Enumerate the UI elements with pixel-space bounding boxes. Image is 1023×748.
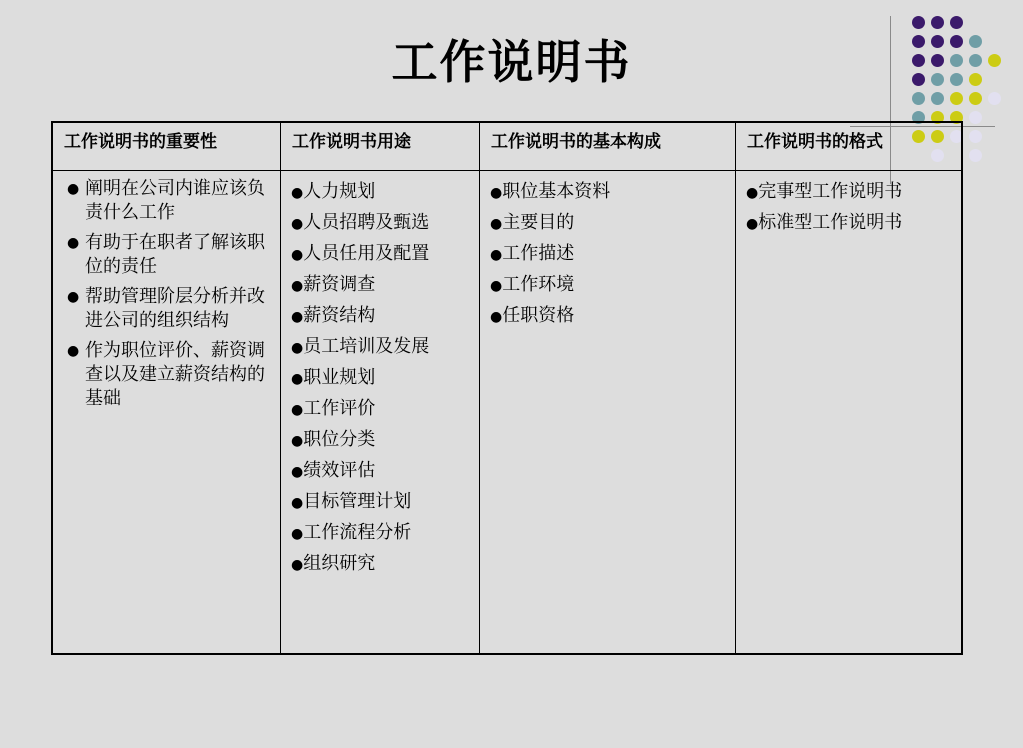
- bullet-icon: ●: [746, 216, 759, 232]
- list-item: ●职位分类: [291, 429, 376, 450]
- decor-dot: [950, 35, 963, 48]
- bullet-icon: ●: [67, 235, 80, 251]
- list-item: ● 阐明在公司内谁应该负责什么工作: [67, 178, 265, 223]
- bullet-icon: ●: [291, 402, 304, 418]
- decor-dot: [912, 73, 925, 86]
- list-item: ●目标管理计划: [291, 491, 412, 512]
- list-item: ●薪资结构: [291, 305, 376, 326]
- format-list: [746, 177, 953, 239]
- decor-dot: [931, 16, 944, 29]
- decor-dot: [969, 92, 982, 105]
- decor-dot: [969, 35, 982, 48]
- list-item: ●组织研究: [291, 553, 376, 574]
- decor-dot: [950, 54, 963, 67]
- decor-dot: [931, 35, 944, 48]
- decor-dot: [969, 111, 982, 124]
- bullet-icon: ●: [291, 371, 304, 387]
- column-uses: [281, 123, 480, 653]
- decor-dot: [912, 16, 925, 29]
- decor-dot: [969, 73, 982, 86]
- list-item: ●职位基本资料: [490, 181, 611, 202]
- column-format: [736, 123, 961, 653]
- list-item: ●职业规划: [291, 367, 376, 388]
- decor-dot: [969, 130, 982, 143]
- content-table: [51, 121, 963, 655]
- list-item: ●工作评价: [291, 398, 376, 419]
- bullet-icon: ●: [291, 557, 304, 573]
- list-item: ●工作环境: [490, 274, 575, 295]
- bullet-icon: ●: [490, 185, 503, 201]
- list-item: ●人员任用及配置: [291, 243, 430, 264]
- decor-dot: [950, 73, 963, 86]
- column-importance: [53, 123, 281, 653]
- decor-dot: [912, 54, 925, 67]
- decor-dot: [931, 54, 944, 67]
- bullet-icon: ●: [67, 181, 80, 197]
- decor-dot: [950, 92, 963, 105]
- decor-dot: [988, 54, 1001, 67]
- bullet-icon: ●: [490, 247, 503, 263]
- decor-dot: [931, 73, 944, 86]
- bullet-icon: ●: [291, 185, 304, 201]
- bullet-icon: ●: [291, 216, 304, 232]
- list-item: ●任职资格: [490, 305, 575, 326]
- list-item: ●工作流程分析: [291, 522, 412, 543]
- decor-dot: [969, 149, 982, 162]
- column-header: 工作说明书的基本构成: [480, 123, 735, 171]
- list-item: ●人力规划: [291, 181, 376, 202]
- bullet-icon: ●: [67, 343, 80, 359]
- page-title: 工作说明书: [391, 35, 632, 89]
- bullet-icon: ●: [291, 278, 304, 294]
- bullet-icon: ●: [291, 340, 304, 356]
- bullet-icon: ●: [67, 289, 80, 305]
- list-item: ●完事型工作说明书: [746, 181, 903, 202]
- list-item: ●工作描述: [490, 243, 575, 264]
- decor-dot: [912, 35, 925, 48]
- bullet-icon: ●: [291, 495, 304, 511]
- decor-dot: [931, 92, 944, 105]
- column-header: 工作说明书的格式: [736, 123, 961, 171]
- column-composition: [480, 123, 736, 653]
- list-item: ●人员招聘及甄选: [291, 212, 430, 233]
- decor-dot: [912, 92, 925, 105]
- bullet-icon: ●: [490, 278, 503, 294]
- bullet-icon: ●: [746, 185, 759, 201]
- decor-dot: [988, 92, 1001, 105]
- uses-list: [291, 177, 471, 580]
- list-item: ●主要目的: [490, 212, 575, 233]
- column-header: 工作说明书用途: [281, 123, 479, 171]
- importance-list: [63, 177, 272, 411]
- list-item: ●标准型工作说明书: [746, 212, 903, 233]
- decor-dot: [950, 16, 963, 29]
- bullet-icon: ●: [291, 433, 304, 449]
- bullet-icon: ●: [291, 247, 304, 263]
- composition-list: [490, 177, 727, 332]
- list-item: ● 帮助管理阶层分析并改进公司的组织结构: [67, 286, 265, 331]
- decor-dot: [969, 54, 982, 67]
- list-item: ●员工培训及发展: [291, 336, 430, 357]
- list-item: ●绩效评估: [291, 460, 376, 481]
- list-item: ● 作为职位评价、薪资调查以及建立薪资结构的基础: [67, 340, 265, 409]
- bullet-icon: ●: [490, 216, 503, 232]
- bullet-icon: ●: [291, 526, 304, 542]
- column-header: 工作说明书的重要性: [53, 123, 280, 171]
- bullet-icon: ●: [490, 309, 503, 325]
- bullet-icon: ●: [291, 464, 304, 480]
- list-item: ● 有助于在职者了解该职位的责任: [67, 232, 265, 277]
- list-item: ●薪资调查: [291, 274, 376, 295]
- bullet-icon: ●: [291, 309, 304, 325]
